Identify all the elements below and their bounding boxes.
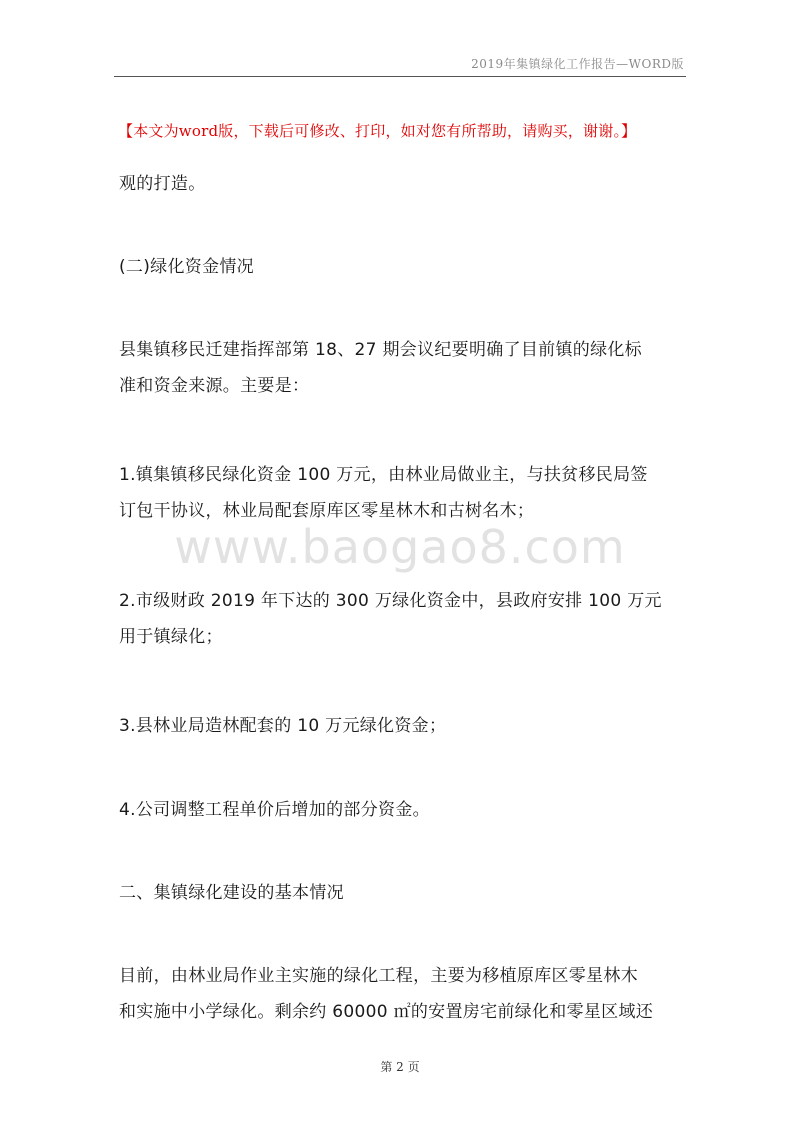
paragraph-line: 和实施中小学绿化。剩余约 60000 ㎡的安置房宅前绿化和零星区域还 xyxy=(119,1002,654,1022)
list-item-2 xyxy=(119,583,689,655)
section-heading-construction: 二、集镇绿化建设的基本情况 xyxy=(119,883,344,903)
paragraph-line: 准和资金来源。主要是： xyxy=(119,376,310,396)
header-divider xyxy=(114,76,686,77)
list-item-1 xyxy=(119,457,689,529)
paragraph-line: 2.市级财政 2019 年下达的 300 万绿化资金中，县政府安排 100 万元 xyxy=(119,591,662,611)
paragraph-line: 县集镇移民迁建指挥部第 18、27 期会议纪要明确了目前镇的绿化标 xyxy=(119,340,642,360)
paragraph-continuation: 观的打造。 xyxy=(119,174,206,194)
page-number: 第 2 页 xyxy=(380,1060,420,1074)
list-item-3: 3.县林业局造林配套的 10 万元绿化资金； xyxy=(119,716,447,736)
paragraph-line: 订包干协议，林业局配套原库区零星林木和古树名木； xyxy=(119,501,535,521)
running-header: 2019年集镇绿化工作报告—WORD版 xyxy=(471,57,684,71)
paragraph-current-status xyxy=(119,958,689,1030)
site-watermark: www.baogao8.com xyxy=(174,520,626,574)
paragraph-meeting-minutes xyxy=(119,332,689,404)
purchase-notice: 【本文为word版，下载后可修改、打印，如对您有所帮助，请购买，谢谢。】 xyxy=(118,122,637,140)
section-heading-funding: (二)绿化资金情况 xyxy=(119,257,254,277)
paragraph-line: 目前，由林业局作业主实施的绿化工程，主要为移植原库区零星林木 xyxy=(119,966,638,986)
paragraph-line: 用于镇绿化； xyxy=(119,627,223,647)
paragraph-line: 1.镇集镇移民绿化资金 100 万元，由林业局做业主，与扶贫移民局签 xyxy=(119,465,648,485)
list-item-4: 4.公司调整工程单价后增加的部分资金。 xyxy=(119,800,430,820)
